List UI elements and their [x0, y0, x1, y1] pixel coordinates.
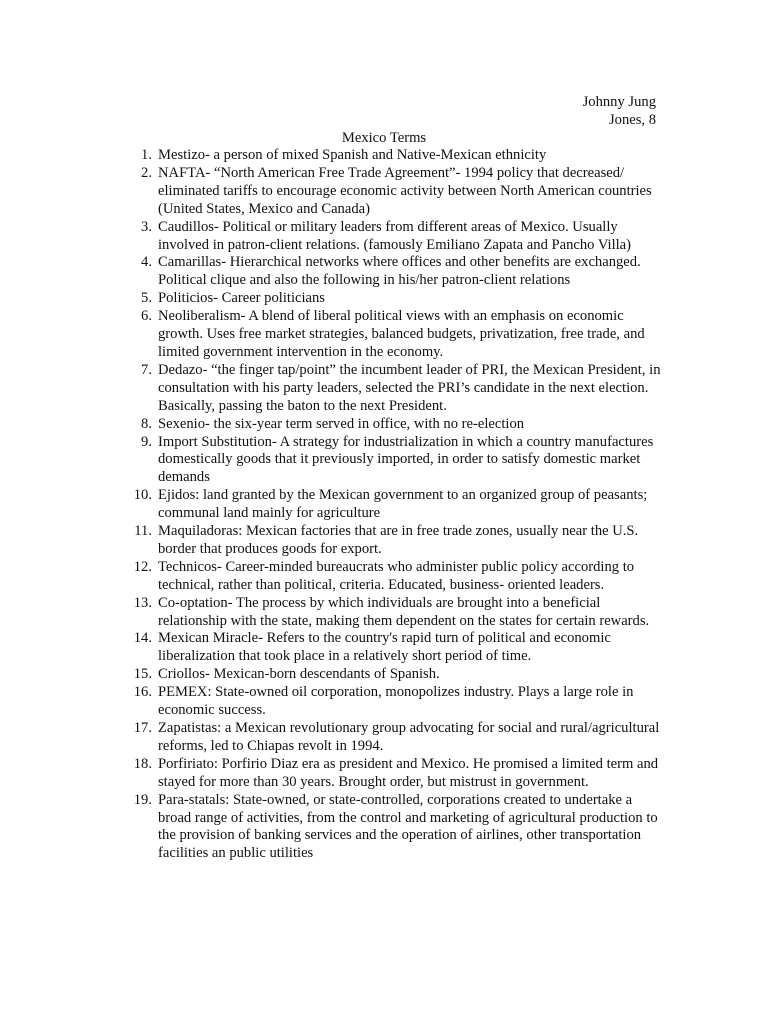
list-item-text: Mexican Miracle- Refers to the country's rapid turn of political and economic liberalization that took place in a relatively short period of time.: [158, 630, 611, 665]
document-title: Mexico Terms: [341, 130, 427, 146]
list-item: [133, 666, 664, 684]
list-item: [133, 558, 664, 595]
list-item: [141, 254, 664, 290]
list-item-text: NAFTA- “North American Free Trade Agreement”- 1994 policy that decreased/ eliminated tariffs to encourage economic activity between North American countries (United States, Mexico and Canada): [158, 164, 652, 217]
list-item-text: Politicios- Career politicians: [158, 290, 325, 307]
list-item-number: 17.: [133, 720, 152, 736]
list-item-text: Zapatistas: a Mexican revolutionary group advocating for social and rural/agricultural reforms, led to Chiapas revolt in 1994.: [158, 720, 660, 754]
list-item: [133, 791, 664, 864]
list-item-text: Criollos- Mexican-born descendants of Spanish.: [158, 666, 440, 683]
list-item-number: 16.: [133, 684, 152, 701]
list-item-text: Co-optation- The process by which individuals are brought into a beneficial relationship with the state, making them dependent on the states for certain rewards.: [158, 594, 650, 629]
list-item-number: 8.: [141, 415, 152, 432]
list-item-number: 15.: [133, 666, 152, 683]
list-item-number: 4.: [141, 254, 152, 271]
list-item: [141, 164, 664, 219]
list-item-text: Porfiriato: Porfirio Diaz era as president and Mexico. He promised a limited term and stayed for more than 30 years. Brought order, but mistrust in government.: [158, 755, 659, 790]
list-item-text: Para-statals: State-owned, or state-controlled, corporations created to undertake a broad range of activities, from the control and marketing of agricultural production to the provision of banking services and the operation of airlines, other transportation facilities an public utilities: [158, 791, 658, 862]
list-item-text: Maquiladoras: Mexican factories that are in free trade zones, usually near the U.S. border that produces goods for export.: [158, 523, 639, 557]
list-item-text: Sexenio- the six-year term served in office, with no re-election: [158, 415, 525, 432]
list-item-number: 14.: [133, 630, 152, 647]
list-item-number: 6.: [141, 308, 152, 325]
author-name: Johnny Jung: [582, 94, 656, 110]
list-item-number: 3.: [141, 218, 152, 235]
list-item: [141, 147, 664, 165]
list-item-number: 9.: [141, 433, 152, 450]
list-item-text: Camarillas- Hierarchical networks where offices and other benefits are exchanged. Political clique and also the following in his/her patron-client relations: [158, 254, 641, 289]
list-item-text: Dedazo- “the finger tap/point” the incumbent leader of PRI, the Mexican President, in consultation with his party leaders, selected the PRI’s candidate in the next election. Basically, passing the baton to the next President.: [158, 361, 661, 414]
list-item-text: PEMEX: State-owned oil corporation, monopolizes industry. Plays a large role in economic success.: [158, 684, 634, 719]
list-item-text: Technicos- Career-minded bureaucrats who administer public policy according to technical, rather than political, criteria. Educated, business- oriented leaders.: [158, 558, 635, 593]
list-item: [133, 630, 664, 666]
list-item: [141, 433, 664, 488]
list-item-text: Mestizo- a person of mixed Spanish and Native-Mexican ethnicity: [158, 147, 547, 163]
list-item-number: 12.: [133, 558, 152, 575]
list-item-text: Ejidos: land granted by the Mexican government to an organized group of peasants; communal land mainly for agriculture: [158, 487, 648, 522]
document-header: [583, 93, 656, 129]
terms-list: [133, 147, 664, 863]
list-item: [133, 720, 664, 756]
list-item: [141, 290, 664, 308]
list-item: [133, 755, 664, 792]
list-item-number: 18.: [133, 755, 152, 772]
list-item-text: Neoliberalism- A blend of liberal political views with an emphasis on economic growth. Uses free market strategies, balanced budgets, privatization, free trade, and limited government intervention in the economy.: [158, 308, 645, 360]
list-item-number: 5.: [141, 290, 152, 307]
list-item-number: 2.: [141, 164, 152, 181]
list-item-number: 11.: [134, 523, 152, 540]
list-item: [141, 218, 664, 255]
list-item-text: Caudillos- Political or military leaders from different areas of Mexico. Usually involved in patron-client relations. (famously Emiliano Zapata and Pancho Villa): [158, 218, 632, 253]
list-item-number: 10.: [133, 487, 152, 504]
class-period: Jones, 8: [608, 112, 656, 128]
list-item: [141, 308, 664, 362]
list-item-number: 19.: [133, 791, 152, 808]
list-item: [133, 594, 664, 631]
list-item: [141, 415, 664, 434]
list-item-text: Import Substitution- A strategy for industrialization in which a country manufactures domestically goods that it previously imported, in order to satisfy domestic market demands: [158, 433, 654, 486]
list-item-number: 13.: [133, 594, 152, 611]
list-item: [141, 361, 664, 416]
list-item-number: 7.: [141, 361, 152, 378]
list-item-number: 1.: [141, 147, 152, 163]
list-item: [133, 684, 664, 720]
list-item: [133, 487, 664, 523]
list-item: [134, 523, 664, 559]
